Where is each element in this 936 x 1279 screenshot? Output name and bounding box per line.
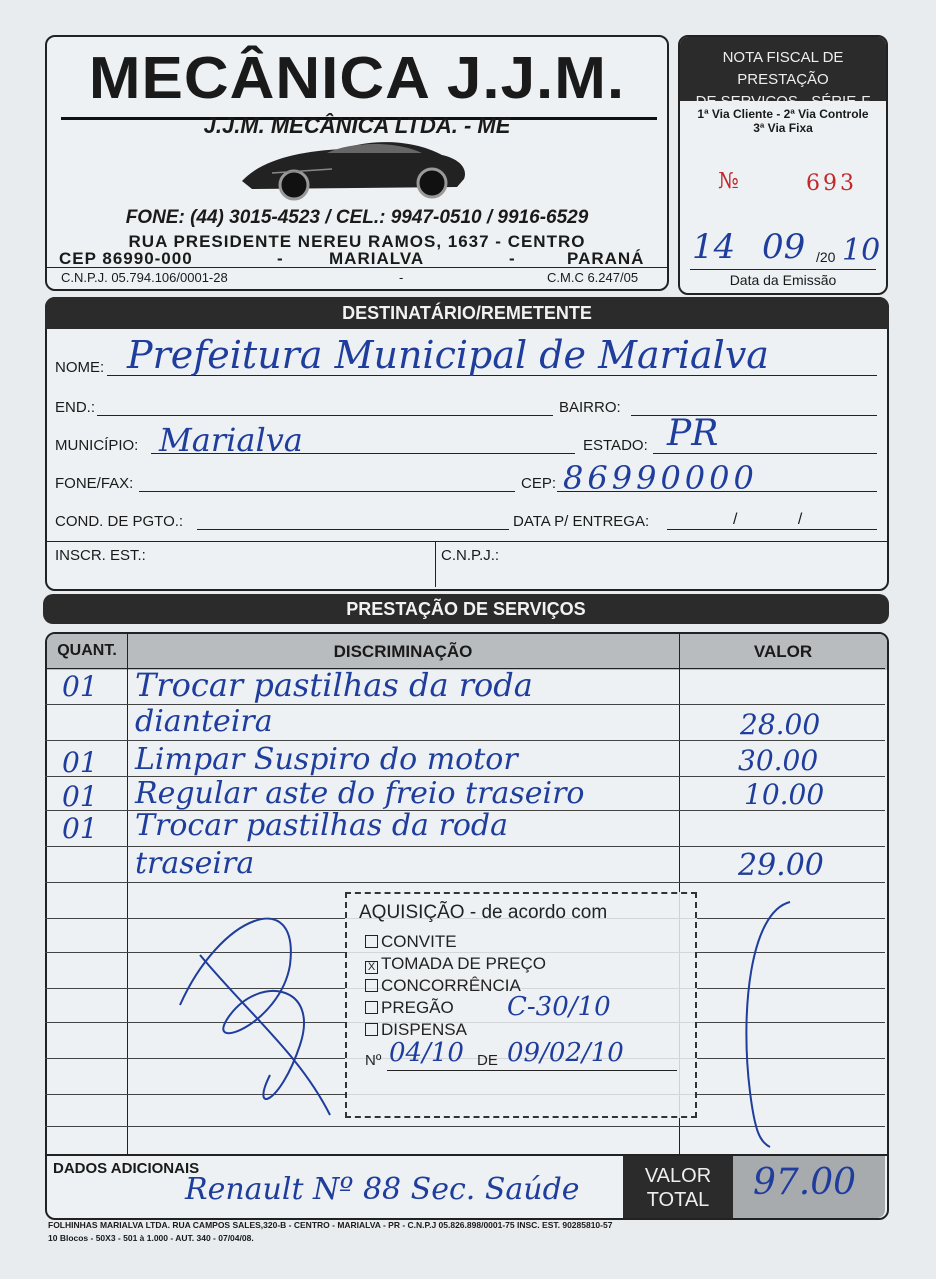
nome-label: NOME: [55, 359, 105, 376]
company-cmc: C.M.C 6.247/05 [547, 270, 639, 285]
services-header: PRESTAÇÃO DE SERVIÇOS [43, 594, 889, 624]
stamp-opt2: TOMADA DE PREÇO [381, 954, 546, 973]
cnpj-label: C.N.P.J.: [441, 547, 500, 564]
car-icon [232, 129, 472, 203]
aquisicao-stamp [345, 892, 697, 1118]
invoice-title-line1: NOTA FISCAL DE PRESTAÇÃO [722, 49, 844, 88]
valor-scribble [730, 892, 810, 1152]
valor-total-label [623, 1156, 733, 1218]
data-entrega-slashes: / / [733, 511, 803, 528]
col-quant-header: QUANT. [57, 642, 117, 659]
company-legal-name: J.J.M. MECÂNICA LTDA. - ME [203, 113, 511, 138]
data-entrega-label: DATA P/ ENTREGA: [513, 513, 650, 530]
stamp-no-label: Nº [365, 1052, 382, 1069]
stamp-check-mark: X [367, 961, 376, 973]
invoice-date-year: 10 [842, 233, 881, 268]
stamp-option-concorrencia [365, 976, 521, 996]
company-cep: CEP 86990-000 [59, 249, 193, 268]
valor-total-line2: TOTAL [646, 1189, 710, 1211]
invoice-number: 693 [806, 171, 857, 196]
municipio-value: Marialva [159, 421, 303, 459]
fone-line [139, 491, 515, 492]
inscr-est-label: INSCR. EST.: [55, 547, 146, 564]
stamp-de-value: 09/02/10 [507, 1038, 624, 1068]
footer-box [45, 1154, 889, 1220]
fone-label: FONE/FAX: [55, 475, 134, 492]
company-divider [47, 267, 667, 268]
row-1-descr: Trocar pastilhas da roda [135, 666, 533, 704]
company-city: MARIALVA [329, 249, 425, 268]
stamp-pregao-note: C-30/10 [507, 992, 611, 1022]
recipient-header: DESTINATÁRIO/REMETENTE [45, 297, 889, 329]
printer-line-2: 10 Blocos - 50X3 - 501 à 1.000 - AUT. 340 - 07/04/08. [48, 1233, 254, 1243]
col-divider-1 [127, 634, 128, 1156]
cep-label: CEP: [521, 475, 557, 492]
stamp-de-label: DE [477, 1052, 498, 1069]
stamp-opt5: DISPENSA [381, 1020, 467, 1039]
valor-total-line1: VALOR [644, 1165, 712, 1187]
stamp-no-value: 04/10 [389, 1038, 464, 1068]
stamp-no-line [387, 1070, 677, 1071]
cep-value: 86990000 [563, 459, 758, 497]
bairro-label: BAIRRO: [559, 399, 621, 416]
checkbox-convite [365, 935, 378, 948]
checkbox-dispensa [365, 1023, 378, 1036]
stamp-option-pregao [365, 998, 454, 1018]
row-4-quant: 01 [62, 780, 98, 813]
row-3-valor: 30.00 [738, 744, 819, 777]
checkbox-tomada-checked [365, 961, 378, 974]
cond-pgto-line [197, 529, 509, 530]
invoice-vias-2: 3ª Via Fixa [753, 121, 813, 135]
estado-value: PR [667, 413, 719, 454]
row-6-descr: traseira [135, 846, 255, 881]
invoice-date-line [690, 269, 876, 270]
row-4-descr: Regular aste do freio traseiro [135, 776, 585, 811]
stamp-option-tomada [365, 954, 546, 974]
company-phone: FONE: (44) 3015-4523 / CEL.: 9947-0510 / 9916-6529 [125, 207, 589, 228]
signature-scribble [160, 895, 360, 1125]
col-valor-header: VALOR [753, 642, 813, 661]
col-discriminacao-header: DISCRIMINAÇÃO [333, 642, 473, 661]
stamp-option-dispensa [365, 1020, 467, 1040]
invoice-date-year-prefix: /20 [816, 249, 836, 265]
stamp-title: AQUISIÇÃO - de acordo com [359, 902, 608, 923]
invoice-vias-1: 1ª Via Cliente - 2ª Via Controle [697, 107, 869, 121]
row-2-descr: dianteira [135, 704, 273, 739]
company-dash-1: - [277, 249, 283, 268]
row-5-descr: Trocar pastilhas da roda [135, 808, 508, 843]
municipio-label: MUNICÍPIO: [55, 437, 139, 454]
stamp-opt3: CONCORRÊNCIA [381, 976, 521, 995]
stamp-opt4: PREGÃO [381, 998, 454, 1017]
company-state: PARANÁ [567, 249, 645, 268]
dados-adicionais-label: DADOS ADICIONAIS [53, 1160, 200, 1177]
cond-pgto-label: COND. DE PGTO.: [55, 513, 184, 530]
company-dash-3: - [399, 270, 404, 285]
row-2-valor: 28.00 [740, 708, 821, 741]
company-address: RUA PRESIDENTE NEREU RAMOS, 1637 - CENTRO [128, 232, 586, 251]
company-name: MECÂNICA J.J.M. [88, 45, 626, 112]
end-line [97, 415, 553, 416]
checkbox-concorrencia [365, 979, 378, 992]
invoice-title-line2: DE SERVIÇOS - SÉRIE-F [695, 93, 871, 110]
dados-adicionais-value: Renault Nº 88 Sec. Saúde [185, 1172, 580, 1207]
data-entrega-line [667, 529, 877, 530]
row-6-valor: 29.00 [738, 848, 824, 883]
invoice-date-month: 09 [762, 227, 806, 267]
recipient-vdivider [435, 541, 436, 587]
company-dash-2: - [509, 249, 515, 268]
checkbox-pregao [365, 1001, 378, 1014]
invoice-date-label: Data da Emissão [729, 272, 837, 288]
invoice-box [678, 35, 888, 295]
row-5-quant: 01 [62, 812, 98, 845]
end-label: END.: [55, 399, 96, 416]
invoice-date-day: 14 [692, 227, 736, 267]
printer-line-1: FOLHINHAS MARIALVA LTDA. RUA CAMPOS SALES,320-B - CENTRO - MARIALVA - PR - C.N.P.J 05.826.898/0001-75 INSC. EST. 90285810-57 [48, 1220, 613, 1230]
row-4-valor: 10.00 [744, 778, 825, 811]
recipient-divider [47, 541, 887, 542]
stamp-option-convite [365, 932, 457, 952]
recipient-box [45, 297, 889, 591]
valor-total-value: 97.00 [753, 1162, 857, 1203]
row-3-quant: 01 [62, 746, 98, 779]
nome-value: Prefeitura Municipal de Marialva [127, 333, 769, 377]
estado-label: ESTADO: [583, 437, 648, 454]
company-cnpj: C.N.P.J. 05.794.106/0001-28 [61, 270, 228, 285]
invoice-title [680, 37, 886, 110]
row-1-quant: 01 [62, 670, 98, 703]
stamp-opt1: CONVITE [381, 932, 457, 951]
company-header-box [45, 35, 669, 291]
row-3-descr: Limpar Suspiro do motor [135, 742, 518, 777]
invoice-number-symbol: № [718, 169, 739, 194]
